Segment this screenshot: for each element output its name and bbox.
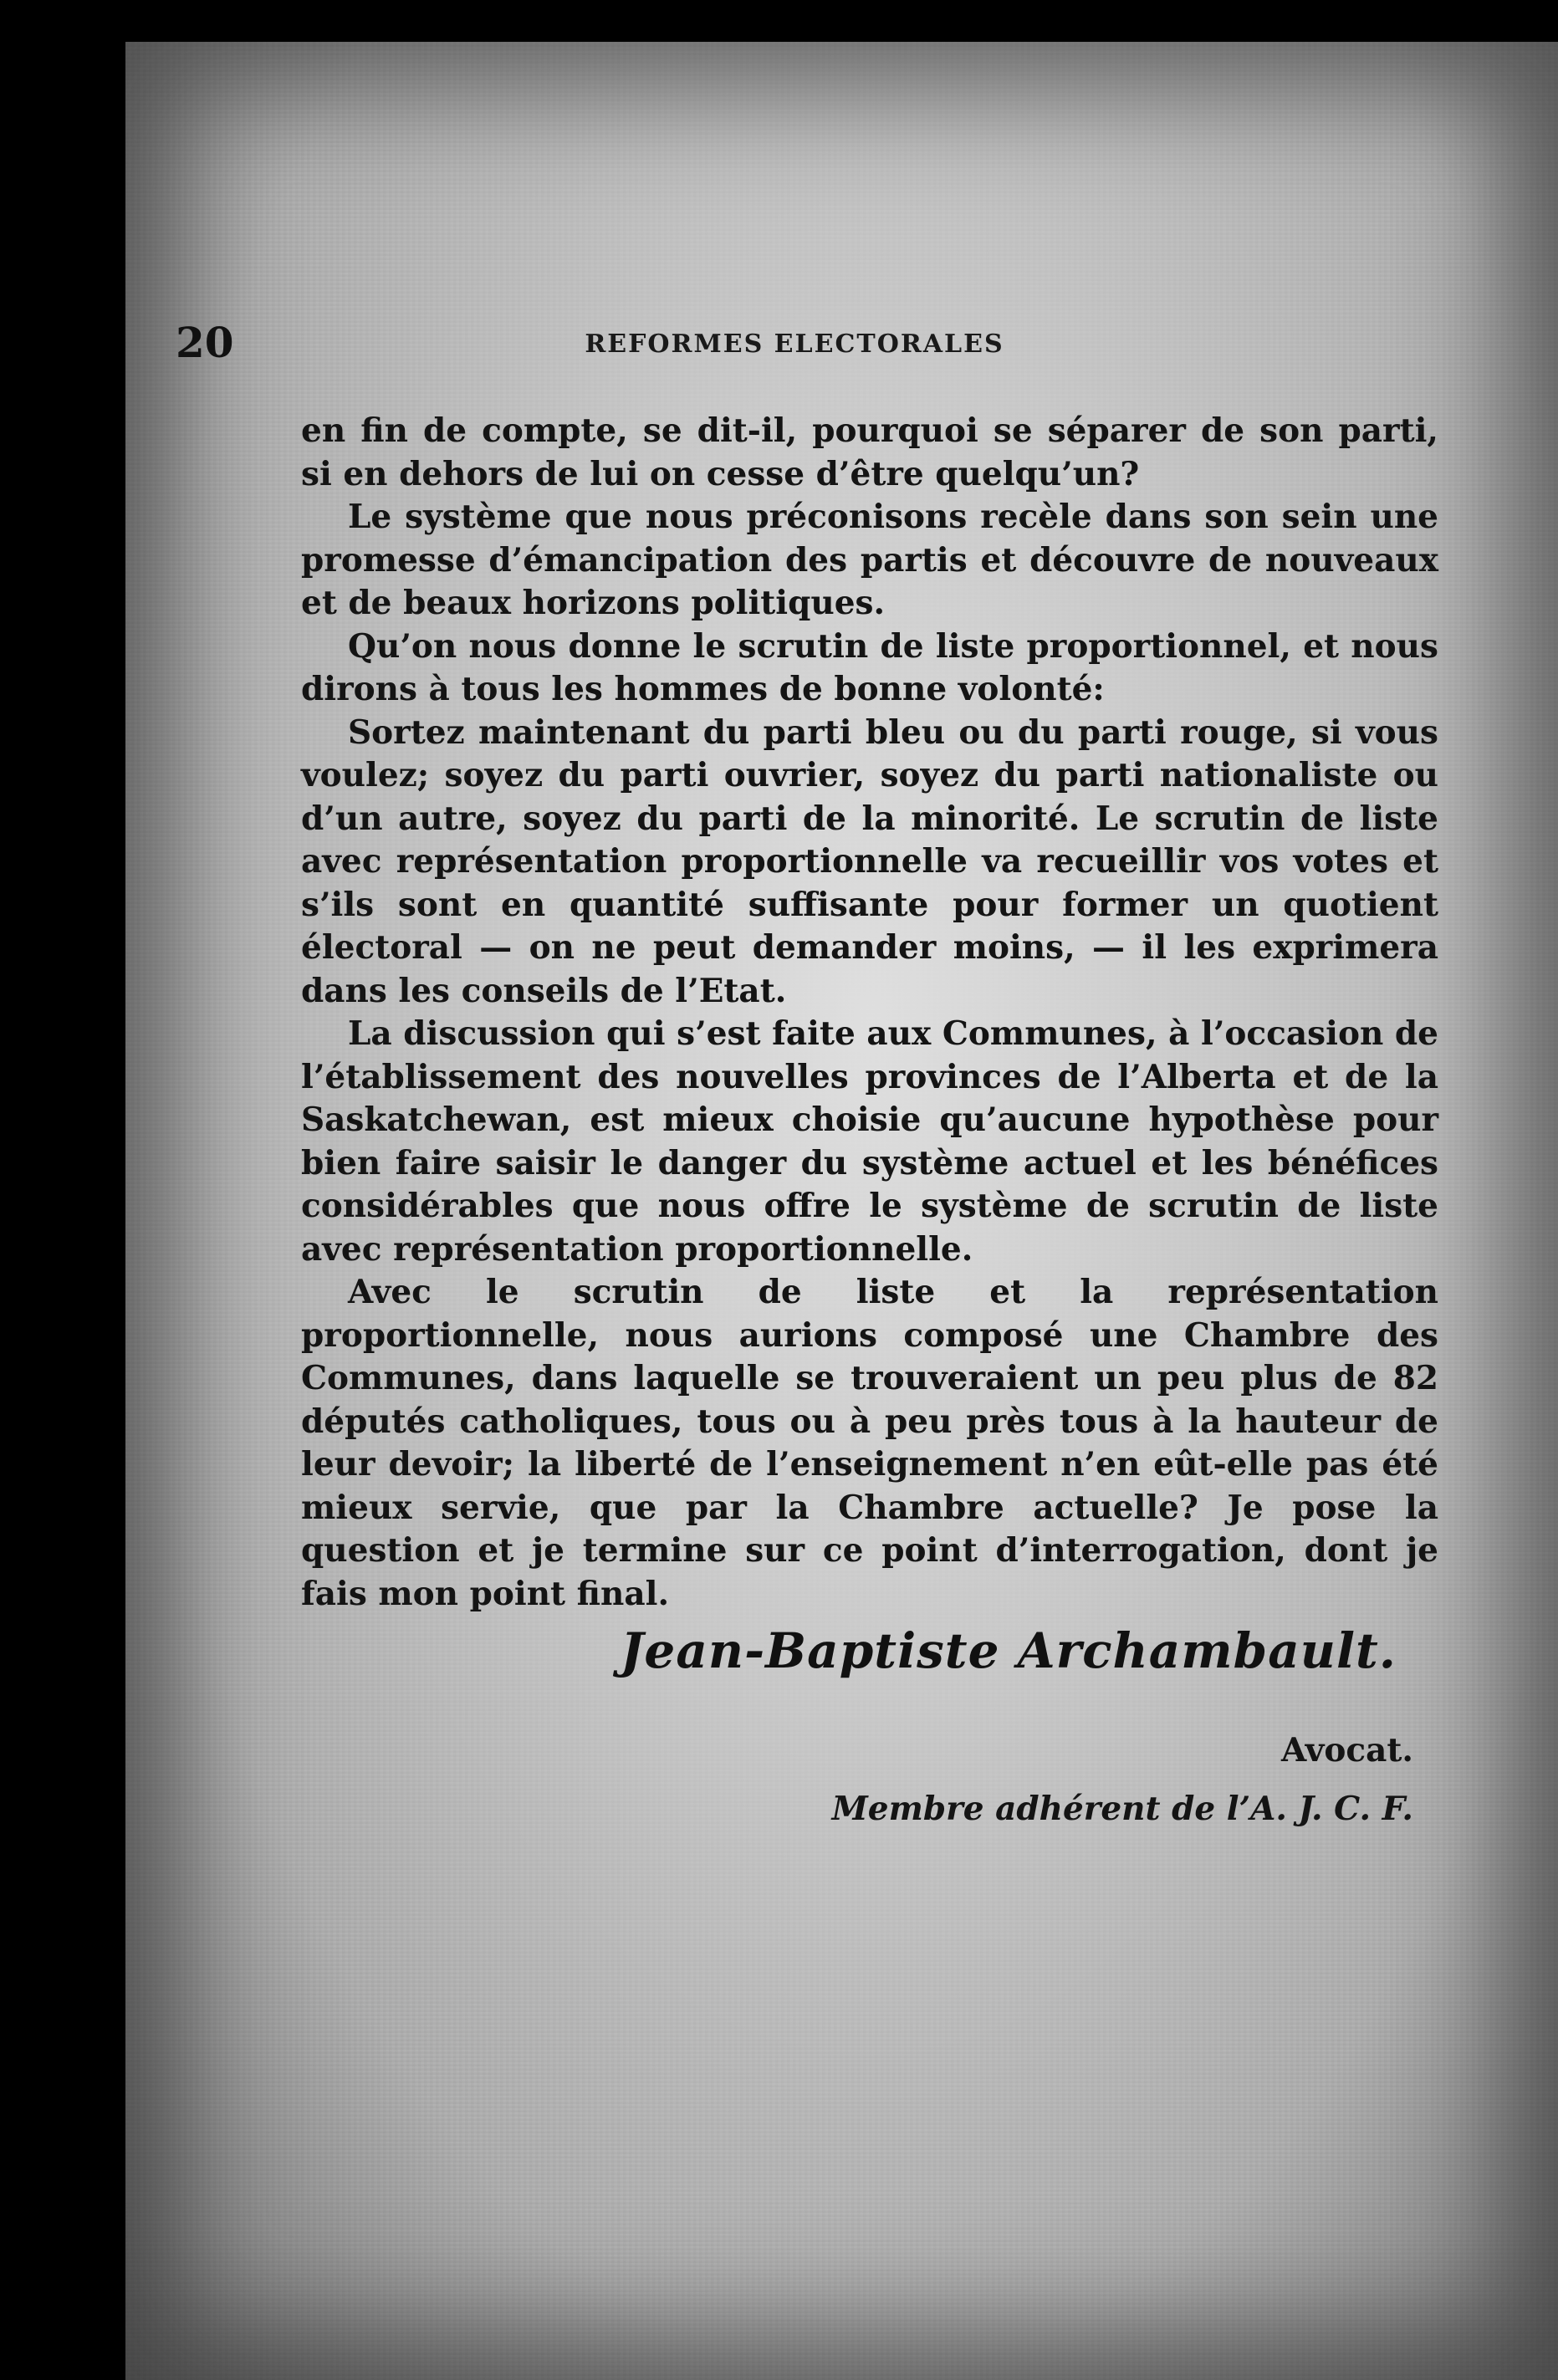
author-title: Avocat.: [1281, 1731, 1413, 1770]
paragraph-6: Avec le scrutin de liste et la représentation proportionnelle, nous aurions composé une Chambre des Communes, dans laquelle se trouveraient un peu plus de 82 députés catholiques, tous ou à peu près tous à la hauteur de leur devoir; la liberté de l’enseignement n’en eût-elle pas été mieux servie, que par la Chambre actuelle? Je pose la question et je termine sur ce point d’interrogation, dont je fais mon point final.: [301, 1273, 1438, 1613]
paragraph-2: Le système que nous préconisons recèle dans son sein une promesse d’émancipation des partis et découvre de nouveaux et de beaux horizons politiques.: [301, 498, 1438, 622]
paragraph-3: Qu’on nous donne le scrutin de liste proportionnel, et nous dirons à tous les hommes de bonne volonté:: [301, 626, 1438, 708]
running-title: REFORMES ELECTORALES: [585, 329, 1004, 359]
page-header: [176, 318, 1413, 376]
body-text: [301, 410, 1438, 1616]
paragraph-5: La discussion qui s’est faite aux Communes, à l’occasion de l’établissement des nouvelles provinces de l’Alberta et de la Saskatchewan, est mieux choisie qu’aucune hypothèse pour bien faire saisir le danger du système actuel et les bénéfices considérables que nous offre le système de scrutin de liste avec représentation proportionnelle.: [301, 1014, 1438, 1269]
page-number: 20: [176, 318, 234, 367]
paragraph-1: en fin de compte, se dit-il, pourquoi se séparer de son parti, si en dehors de lui on cesse d’être quelqu’un?: [301, 411, 1438, 493]
author-membership: Membre adhérent de l’A. J. C. F.: [831, 1790, 1413, 1828]
author-signature: Jean-Baptiste Archambault.: [620, 1622, 1397, 1679]
signature-block: [301, 1622, 1438, 1923]
paragraph-4: Sortez maintenant du parti bleu ou du parti rouge, si vous voulez; soyez du parti ouvrier, soyez du parti nationaliste ou d’un autre, soyez du parti de la minorité. Le scrutin de liste avec représentation proportionnelle va recueillir vos votes et s’ils sont en quantité suffisante pour former un quotient électoral — on ne peut demander moins, — il les exprimera dans les conseils de l’Etat.: [301, 712, 1438, 1010]
